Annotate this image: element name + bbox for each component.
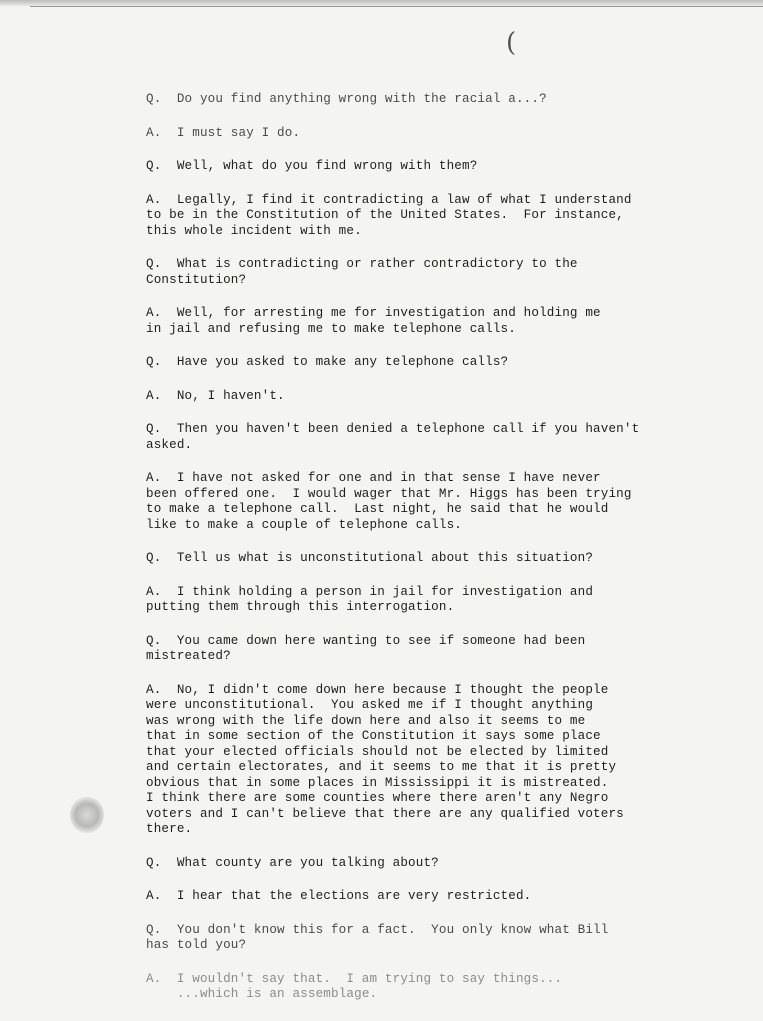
- transcript-line-q2: Q. Well, what do you find wrong with them?: [146, 159, 478, 173]
- transcript-line-a6: A. I think holding a person in jail for investigation and putting them through this interrogation.: [146, 584, 594, 614]
- transcript-line-a3: A. Well, for arresting me for investigation and holding me in jail and refusing me to make telephone calls.: [146, 306, 601, 336]
- transcript-line-a5: A. I have not asked for one and in that sense I have never been offered one. I would wager that Mr. Higgs has been trying to make a telephone call. Last night, he said that he would like to make a couple of telephone calls.: [146, 471, 632, 532]
- transcript-line-q5: Q. Then you haven't been denied a telephone call if you haven't asked.: [146, 422, 640, 452]
- transcript-line-q6: Q. Tell us what is unconstitutional about this situation?: [146, 551, 594, 565]
- transcript-line-q4: Q. Have you asked to make any telephone calls?: [146, 355, 509, 369]
- transcript-line-a9: A. I wouldn't say that. I am trying to say things... ...which is an assemblage.: [146, 971, 563, 1001]
- transcript-line-a8: A. I hear that the elections are very restricted.: [146, 889, 532, 903]
- punch-hole-mark: [70, 796, 104, 834]
- transcript-line-a4: A. No, I haven't.: [146, 388, 285, 403]
- transcript-line-q8: Q. What county are you talking about?: [146, 855, 439, 870]
- transcript-line-q9: Q. You don't know this for a fact. You only know what Bill has told you?: [146, 922, 609, 952]
- transcript-line-q7: Q. You came down here wanting to see if someone had been mistreated?: [146, 633, 586, 663]
- transcript-line-a7: A. No, I didn't come down here because I thought the people were unconstitutional. You asked me if I thought anything was wrong with the life down here and also it seems to me that in some section of the Constitution it says some place that your elected officials should not be elected by limited and certain electorates, and it seems to me that it is pretty obvious that in some places in Mississippi it is mistreated. I think there are some counties where there aren't any Negro voters and I can't believe that there are any qualified voters there.: [146, 682, 624, 836]
- transcript-line-a2: A. Legally, I find it contradicting a law of what I understand to be in the Constitution of the United States. For instance, this whole incident with me.: [146, 192, 632, 238]
- transcript-line-q3: Q. What is contradicting or rather contradictory to the Constitution?: [146, 257, 578, 287]
- transcript-line-q1: Q. Do you find anything wrong with the racial a...?: [146, 92, 547, 106]
- transcript-line-a1: A. I must say I do.: [146, 125, 301, 140]
- handwritten-mark: (: [506, 28, 517, 58]
- transcript-body: [146, 92, 726, 1021]
- page-top-rule: [30, 6, 763, 7]
